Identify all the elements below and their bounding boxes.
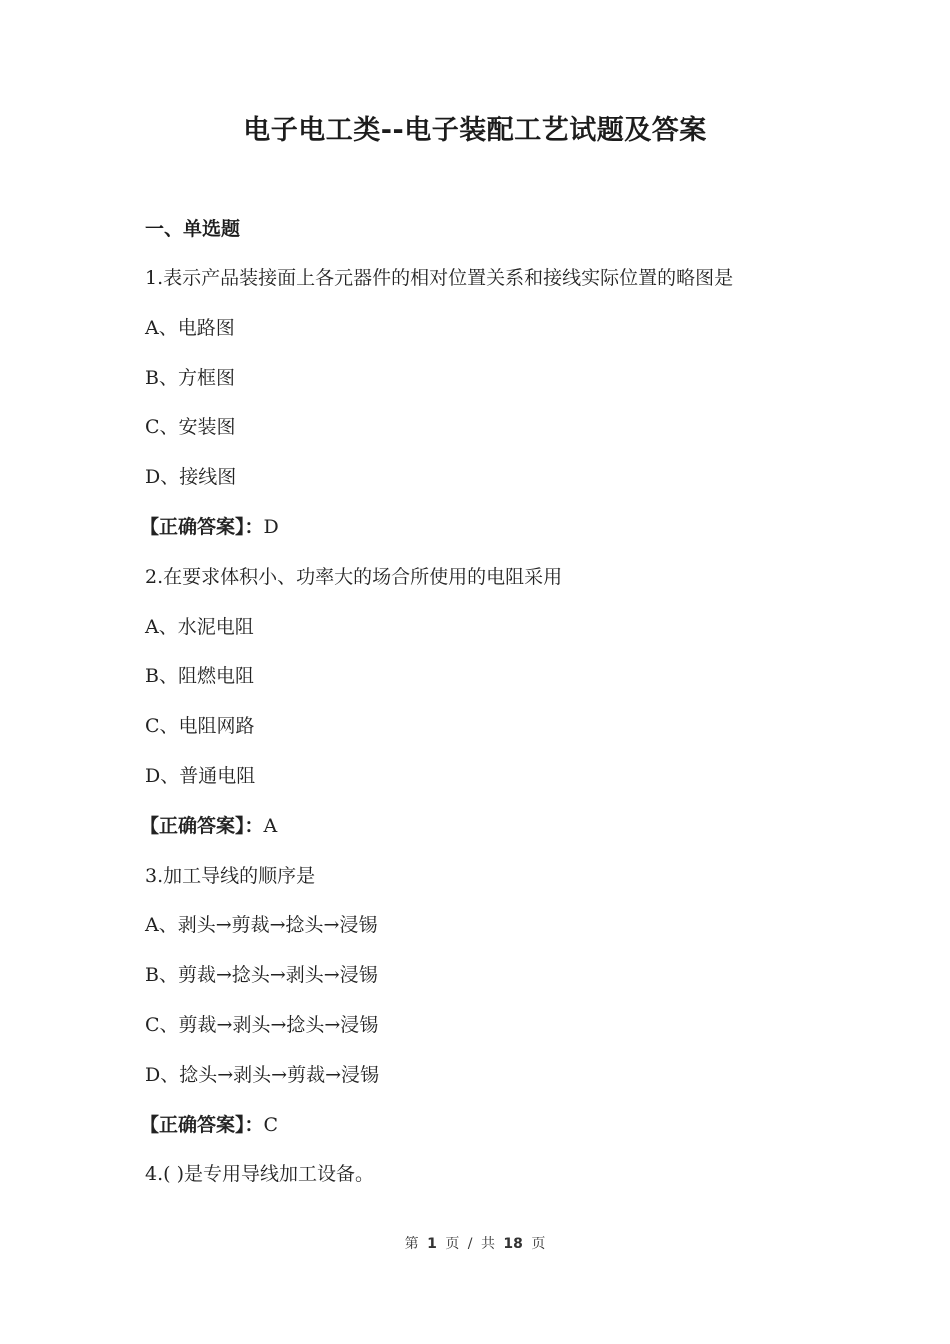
option-item: A、剥头→剪裁→捻头→浸锡 — [145, 914, 378, 937]
answer-line — [140, 513, 845, 563]
page-title: 电子电工类--电子装配工艺试题及答案 — [243, 115, 707, 146]
option-item: D、接线图 — [145, 466, 237, 489]
option-item: C、剪裁→剥头→捻头→浸锡 — [145, 1013, 379, 1036]
current-page-number: 1 — [427, 1236, 437, 1252]
footer-total-word: 共 — [480, 1236, 495, 1252]
answer-line — [140, 1111, 845, 1161]
question-stem: 3.加工导线的顺序是 — [145, 864, 316, 887]
question-stem: 1.表示产品装接面上各元器件的相对位置关系和接线实际位置的略图是 — [145, 267, 734, 289]
page-footer — [0, 1233, 950, 1253]
option-item: A、水泥电阻 — [145, 615, 254, 638]
question-list — [140, 264, 845, 1210]
footer-suffix: 页 — [531, 1236, 546, 1252]
answer-label: 【正确答案】： — [140, 515, 264, 538]
answer-label: 【正确答案】： — [140, 1113, 264, 1136]
total-pages-number: 18 — [503, 1236, 523, 1252]
question-stem: 4.( )是专用导线加工设备。 — [145, 1163, 374, 1186]
option-item: B、阻燃电阻 — [145, 665, 254, 688]
footer-separator: / — [467, 1236, 473, 1252]
option-item: C、电阻网路 — [145, 715, 255, 738]
option-item: C、安装图 — [145, 416, 236, 439]
answer-value: D — [263, 515, 279, 538]
section-heading: 一、单选题 — [145, 218, 241, 240]
footer-prefix: 第 — [404, 1236, 419, 1252]
option-item: D、普通电阻 — [145, 764, 256, 787]
option-item: B、方框图 — [145, 366, 235, 389]
footer-page-word: 页 — [445, 1236, 460, 1252]
answer-line — [140, 812, 845, 862]
option-item: B、剪裁→捻头→剥头→浸锡 — [145, 964, 378, 987]
answer-label: 【正确答案】： — [140, 814, 264, 837]
option-item: D、捻头→剥头→剪裁→浸锡 — [145, 1063, 379, 1086]
answer-value: A — [263, 814, 278, 837]
option-item: A、电路图 — [145, 316, 235, 339]
answer-value: C — [263, 1113, 279, 1136]
question-stem: 2.在要求体积小、功率大的场合所使用的电阻采用 — [145, 565, 563, 588]
